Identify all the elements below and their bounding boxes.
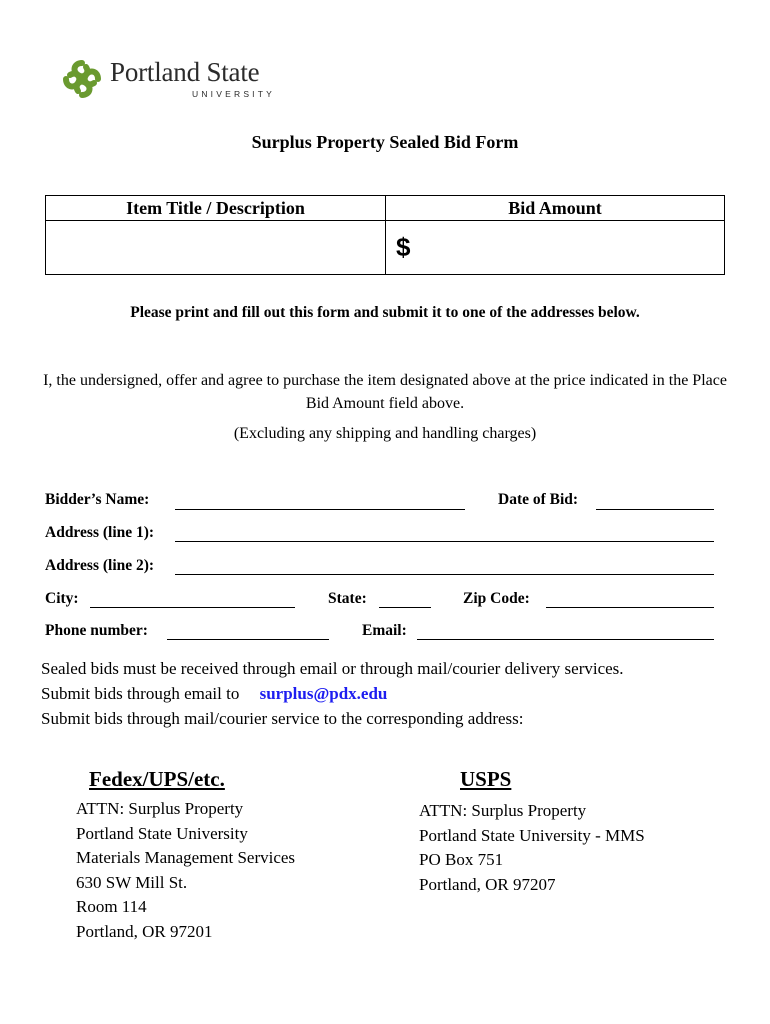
fedex-address-line: Portland, OR 97201 [76, 921, 213, 941]
date-of-bid-field[interactable] [596, 509, 714, 510]
notes-line-3: Submit bids through mail/courier service to the corresponding address: [41, 709, 524, 728]
usps-address [419, 799, 645, 897]
bid-amount-cell[interactable]: $ [386, 221, 725, 275]
agreement-text: I, the undersigned, offer and agree to purchase the item designated above at the price indicated in the Place Bid Amount field above. [43, 372, 727, 412]
address2-label: Address (line 2): [45, 557, 155, 574]
psu-logo-mark-icon [58, 55, 106, 103]
fedex-address-line: 630 SW Mill St. [76, 872, 188, 892]
bidders-name-field[interactable] [175, 509, 465, 510]
state-label: State: [328, 590, 367, 607]
bidders-name-label: Bidder’s Name: [45, 491, 150, 508]
zip-field[interactable] [546, 607, 714, 608]
city-field[interactable] [90, 607, 295, 608]
notes-line-1: Sealed bids must be received through email or through mail/courier delivery services. [41, 659, 624, 678]
email-field[interactable] [417, 639, 714, 640]
zip-label: Zip Code: [463, 590, 530, 607]
item-title-cell[interactable] [46, 221, 386, 275]
header-item-title: Item Title / Description [46, 196, 386, 221]
usps-address-line: PO Box 751 [419, 850, 504, 869]
form-title: Surplus Property Sealed Bid Form [251, 132, 519, 152]
surplus-email-link[interactable]: surplus@pdx.edu [259, 684, 388, 703]
notes-email-text: Submit bids through email to [41, 684, 240, 703]
logo-subtitle: UNIVERSITY [192, 89, 276, 99]
submission-notes [41, 656, 624, 731]
bid-table [45, 195, 725, 275]
city-label: City: [45, 590, 79, 607]
fedex-address-line: ATTN: Surplus Property [76, 799, 244, 818]
excluding-note: (Excluding any shipping and handling charges) [233, 425, 537, 442]
phone-field[interactable] [167, 639, 329, 640]
fedex-heading: Fedex/UPS/etc. [89, 767, 225, 791]
state-field[interactable] [379, 607, 431, 608]
usps-address-line: Portland State University - MMS [419, 825, 645, 845]
header-bid-amount: Bid Amount [386, 196, 725, 221]
usps-address-line: Portland, OR 97207 [419, 874, 556, 894]
notes-line-2 [41, 681, 624, 706]
fedex-address-line: Portland State University [76, 823, 248, 843]
address1-field[interactable] [175, 541, 714, 542]
usps-address-line: ATTN: Surplus Property [419, 801, 587, 820]
date-of-bid-label: Date of Bid: [498, 491, 579, 508]
phone-label: Phone number: [45, 622, 148, 639]
logo-name: Portland State [110, 57, 260, 87]
instruction-text: Please print and fill out this form and submit it to one of the addresses below. [130, 304, 640, 321]
fedex-address-line: Materials Management Services [76, 848, 296, 867]
fedex-address-line: Room 114 [76, 897, 147, 916]
address1-label: Address (line 1): [45, 524, 155, 541]
email-label: Email: [362, 622, 407, 639]
psu-logo [58, 55, 288, 105]
fedex-address [76, 797, 295, 944]
usps-heading: USPS [460, 767, 512, 791]
address2-field[interactable] [175, 574, 714, 575]
